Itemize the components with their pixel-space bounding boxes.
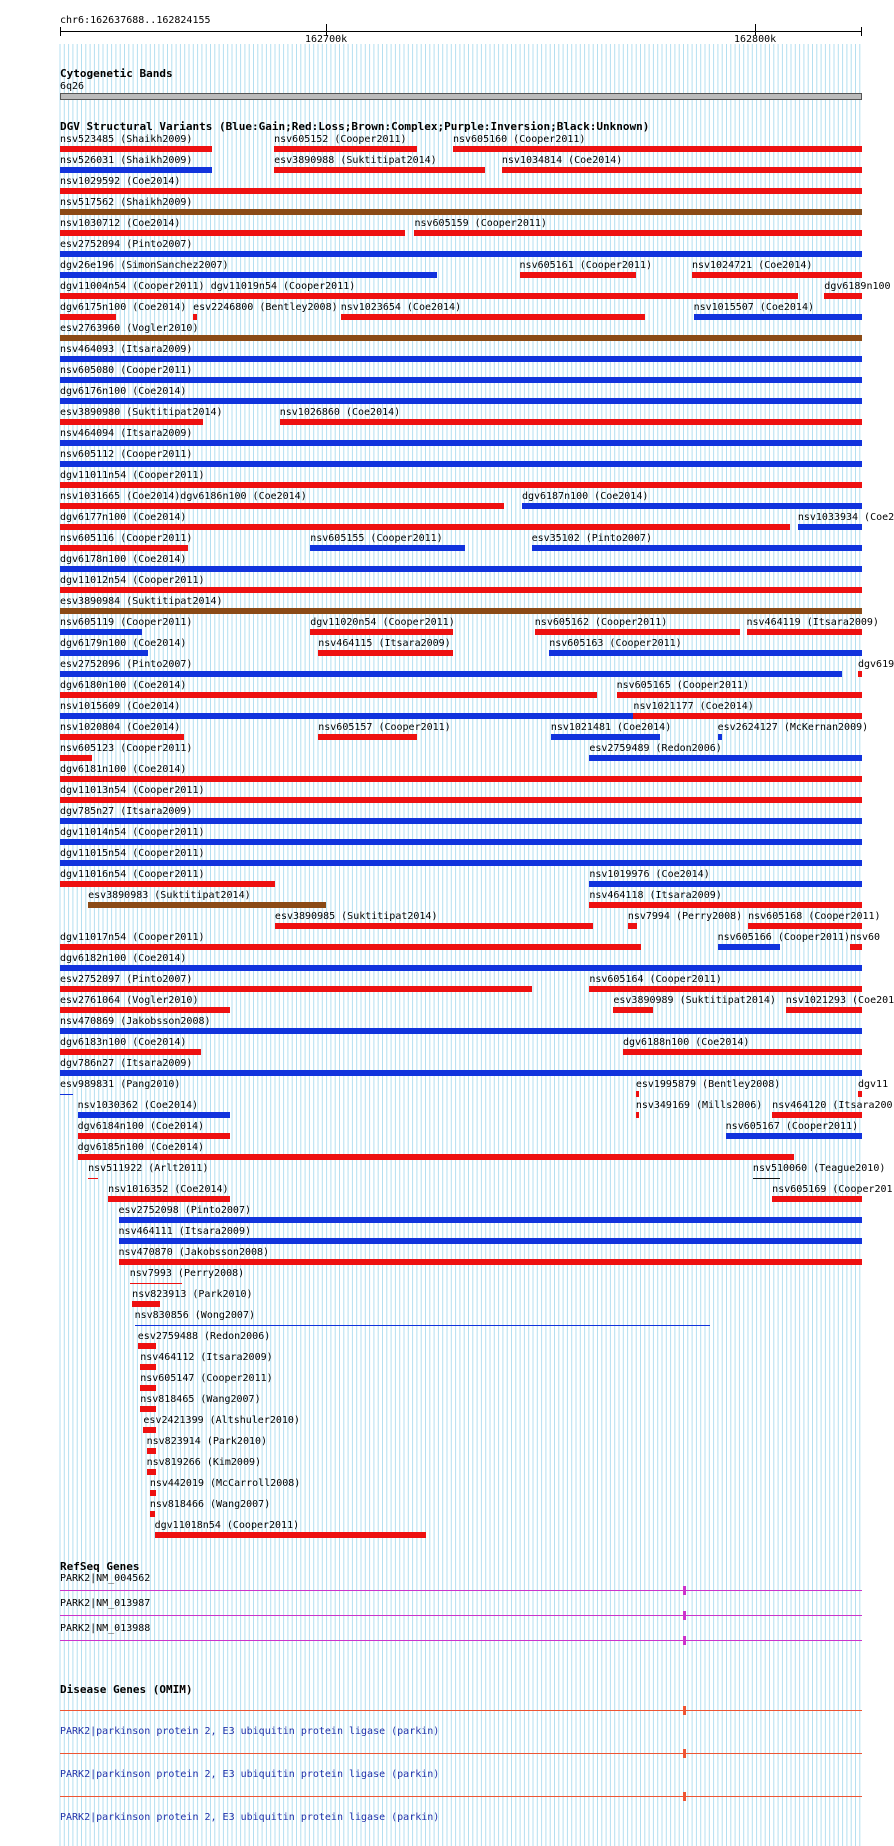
variant-bar[interactable] (274, 146, 417, 152)
variant-label[interactable]: dgv6186n100 (Coe2014) (180, 491, 307, 502)
variant-label[interactable]: nsv823913 (Park2010) (132, 1289, 253, 1300)
variant-bar[interactable] (60, 209, 862, 215)
variant-label[interactable]: nsv605162 (Cooper2011) (534, 617, 668, 628)
variant-bar[interactable] (60, 314, 116, 320)
variant-bar[interactable] (60, 818, 862, 824)
variant-bar[interactable] (60, 146, 212, 152)
variant-label[interactable]: esv3890980 (Suktitipat2014) (60, 407, 223, 418)
ruler-tick-label: 162700k (305, 34, 348, 45)
variant-label[interactable]: nsv517562 (Shaikh2009) (60, 197, 193, 208)
ruler-right-cap (861, 27, 862, 36)
variant-label[interactable]: nsv819266 (Kim2009) (146, 1457, 261, 1468)
variant-bar[interactable] (341, 314, 646, 320)
variant-bar[interactable] (623, 1049, 862, 1055)
variant-bar[interactable] (60, 797, 862, 803)
variant-label[interactable]: nsv470869 (Jakobsson2008) (60, 1016, 211, 1027)
variant-label[interactable]: dgv6176n100 (Coe2014) (60, 386, 187, 397)
variant-bar[interactable] (119, 1259, 862, 1265)
variant-label[interactable]: esv2246800 (Bentley2008) (193, 302, 338, 313)
variant-bar[interactable] (60, 608, 862, 614)
variant-bar[interactable] (60, 335, 862, 341)
variant-bar[interactable] (155, 1532, 426, 1538)
variant-label[interactable]: nsv605157 (Cooper2011) (318, 722, 451, 733)
variant-label[interactable]: nsv1030712 (Coe2014) (60, 218, 181, 229)
variant-bar[interactable] (786, 1007, 862, 1013)
variant-label[interactable]: nsv605112 (Cooper2011) (60, 449, 193, 460)
refseq-gene-intron-line[interactable] (60, 1640, 862, 1641)
variant-bar[interactable] (60, 293, 211, 299)
variant-label[interactable]: esv2761064 (Vogler2010) (60, 995, 199, 1006)
variant-label[interactable]: dgv11016n54 (Cooper2011) (60, 869, 205, 880)
variant-bar[interactable] (318, 734, 417, 740)
variant-label[interactable]: nsv1026860 (Coe2014) (279, 407, 401, 418)
variant-bar[interactable] (275, 923, 593, 929)
variant-bar[interactable] (589, 986, 862, 992)
variant-bar[interactable] (150, 1511, 155, 1517)
variant-label[interactable]: nsv1021481 (Coe2014) (550, 722, 672, 733)
refseq-track-title: RefSeq Genes (60, 1560, 140, 1573)
variant-label[interactable]: esv2421399 (Altshuler2010) (143, 1415, 300, 1426)
variant-label[interactable]: esv3890985 (Suktitipat2014) (274, 911, 438, 922)
variant-label[interactable]: nsv605147 (Cooper2011) (140, 1373, 273, 1384)
variant-bar[interactable] (60, 461, 862, 467)
omim-gene-exon[interactable] (683, 1792, 686, 1801)
variant-bar[interactable] (147, 1469, 157, 1475)
variant-label[interactable]: dgv6178n100 (Coe2014) (60, 554, 187, 565)
variant-label[interactable]: dgv11020n54 (Cooper2011) (310, 617, 455, 628)
variant-bar[interactable] (60, 587, 862, 593)
variant-label[interactable]: nsv526031 (Shaikh2009) (60, 155, 193, 166)
variant-label[interactable]: esv3890988 (Suktitipat2014) (274, 155, 437, 166)
variant-label[interactable]: esv2752098 (Pinto2007) (118, 1205, 251, 1216)
variant-bar[interactable] (60, 1007, 230, 1013)
variant-label[interactable]: nsv464093 (Itsara2009) (60, 344, 193, 355)
refseq-gene-exon[interactable] (683, 1611, 686, 1620)
variant-bar[interactable] (78, 1112, 230, 1118)
variant-bar[interactable] (60, 566, 862, 572)
variant-bar[interactable] (772, 1112, 862, 1118)
variant-label[interactable]: nsv818465 (Wang2007) (140, 1394, 261, 1405)
variant-label[interactable]: nsv605167 (Cooper2011) (725, 1121, 859, 1132)
variant-bar[interactable] (60, 1070, 862, 1076)
variant-label[interactable]: nsv511922 (Arlt2011) (88, 1163, 209, 1174)
cytoband-bar[interactable] (60, 93, 862, 100)
variant-bar[interactable] (60, 986, 532, 992)
ruler-axis-line (60, 31, 862, 32)
variant-bar[interactable] (772, 1196, 862, 1202)
variant-bar[interactable] (60, 860, 862, 866)
variant-label[interactable]: nsv818466 (Wang2007) (149, 1499, 271, 1510)
variant-label[interactable]: nsv349169 (Mills2006) (635, 1100, 763, 1111)
variant-label[interactable]: nsv605080 (Cooper2011) (60, 365, 193, 376)
variant-label[interactable]: nsv464118 (Itsara2009) (589, 890, 722, 901)
variant-bar[interactable] (613, 1007, 653, 1013)
variant-label[interactable]: nsv605152 (Cooper2011) (274, 134, 407, 145)
variant-label[interactable]: dgv6180n100 (Coe2014) (60, 680, 187, 691)
variant-label[interactable]: nsv1030362 (Coe2014) (77, 1100, 199, 1111)
omim-gene-exon[interactable] (683, 1706, 686, 1715)
refseq-gene-label[interactable]: PARK2|NM_004562 (60, 1573, 151, 1584)
variant-bar[interactable] (78, 1154, 794, 1160)
variant-label[interactable]: nsv60 (849, 932, 881, 943)
variant-bar[interactable] (60, 356, 862, 362)
variant-bar[interactable] (108, 1196, 230, 1202)
omim-gene-line[interactable] (60, 1753, 862, 1754)
variant-bar[interactable] (143, 1427, 156, 1433)
variant-bar[interactable] (138, 1343, 156, 1349)
variant-bar[interactable] (748, 923, 862, 929)
variant-bar[interactable] (60, 440, 862, 446)
variant-label[interactable]: dgv6183n100 (Coe2014) (60, 1037, 187, 1048)
variant-label[interactable]: nsv464111 (Itsara2009) (118, 1226, 251, 1237)
variant-label[interactable]: nsv7993 (Perry2008) (129, 1268, 245, 1279)
variant-label[interactable]: esv3890989 (Suktitipat2014) (613, 995, 776, 1006)
refseq-gene-intron-line[interactable] (60, 1590, 862, 1591)
variant-label[interactable]: dgv11017n54 (Cooper2011) (60, 932, 205, 943)
variant-bar[interactable] (140, 1406, 156, 1412)
variant-bar[interactable] (60, 650, 148, 656)
variant-label[interactable]: nsv830856 (Wong2007) (134, 1310, 255, 1321)
variant-bar[interactable] (551, 734, 660, 740)
variant-bar[interactable] (636, 1091, 639, 1097)
variant-label[interactable]: dgv6189n100 (824, 281, 891, 292)
variant-label[interactable]: dgv11015n54 (Cooper2011) (60, 848, 205, 859)
variant-label[interactable]: dgv11004n54 (Cooper2011) (60, 281, 205, 292)
cytogenetic-bands-title: Cytogenetic Bands (60, 67, 173, 80)
variant-bar[interactable] (193, 314, 197, 320)
variant-label[interactable]: dgv6187n100 (Coe2014) (521, 491, 649, 502)
variant-label[interactable]: nsv510060 (Teague2010) (752, 1163, 886, 1174)
ruler-tick-label: 162800k (734, 34, 777, 45)
variant-label[interactable]: dgv11018n54 (Cooper2011) (154, 1520, 300, 1531)
variant-label[interactable]: nsv1033934 (Coe2 (797, 512, 894, 523)
refseq-gene-intron-line[interactable] (60, 1615, 862, 1616)
variant-label[interactable]: dgv11019n54 (Cooper2011) (210, 281, 356, 292)
variant-label[interactable]: dgv786n27 (Itsara2009) (60, 1058, 193, 1069)
variant-bar[interactable] (747, 629, 862, 635)
omim-gene-link[interactable]: PARK2|parkinson protein 2, E3 ubiquitin protein ligase (parkin) (60, 1812, 440, 1823)
variant-label[interactable]: dgv11013n54 (Cooper2011) (60, 785, 205, 796)
variant-bar[interactable] (60, 734, 184, 740)
variant-bar[interactable] (532, 545, 862, 551)
variant-label[interactable]: dgv6179n100 (Coe2014) (60, 638, 187, 649)
omim-gene-line[interactable] (60, 1710, 862, 1711)
variant-label[interactable]: nsv464120 (Itsara200 (772, 1100, 893, 1111)
variant-label[interactable]: nsv464115 (Itsara2009) (318, 638, 451, 649)
variant-label[interactable]: nsv605169 (Cooper201 (772, 1184, 893, 1195)
variant-bar[interactable] (858, 671, 862, 677)
variant-bar[interactable] (60, 377, 862, 383)
variant-bar[interactable] (798, 524, 862, 530)
variant-bar[interactable] (692, 272, 862, 278)
variant-bar[interactable] (318, 650, 453, 656)
variant-bar[interactable] (414, 230, 862, 236)
variant-label[interactable]: nsv605123 (Cooper2011) (60, 743, 193, 754)
variant-label[interactable]: nsv605161 (Cooper2011) (519, 260, 652, 271)
variant-bar[interactable] (453, 146, 862, 152)
ruler-left-cap (60, 27, 61, 36)
variant-bar[interactable] (130, 1283, 182, 1284)
omim-gene-link[interactable]: PARK2|parkinson protein 2, E3 ubiquitin protein ligase (parkin) (60, 1769, 440, 1780)
variant-bar[interactable] (60, 944, 641, 950)
variant-bar[interactable] (60, 671, 842, 677)
variant-label[interactable]: nsv1034814 (Coe2014) (501, 155, 623, 166)
variant-label[interactable]: nsv1021177 (Coe2014) (633, 701, 754, 712)
variant-label[interactable]: nsv7994 (Perry2008) (627, 911, 743, 922)
variant-bar[interactable] (88, 902, 326, 908)
variant-label[interactable]: dgv619 (857, 659, 894, 670)
variant-label[interactable]: esv2759488 (Redon2006) (137, 1331, 271, 1342)
variant-bar[interactable] (522, 503, 862, 509)
variant-bar[interactable] (60, 1028, 862, 1034)
variant-label[interactable]: dgv26e196 (SimonSanchez2007) (60, 260, 229, 271)
variant-label[interactable]: esv2752094 (Pinto2007) (60, 239, 193, 250)
variant-label[interactable]: nsv1031665 (Coe2014) (60, 491, 181, 502)
variant-bar[interactable] (60, 272, 437, 278)
variant-label[interactable]: dgv6185n100 (Coe2014) (77, 1142, 205, 1153)
variant-bar[interactable] (274, 167, 485, 173)
variant-label[interactable]: nsv1021293 (Coe201 (785, 995, 894, 1006)
variant-label[interactable]: nsv605119 (Cooper2011) (60, 617, 193, 628)
variant-label[interactable]: nsv1029592 (Coe2014) (60, 176, 181, 187)
variant-bar[interactable] (589, 902, 862, 908)
variant-label[interactable]: dgv785n27 (Itsara2009) (60, 806, 193, 817)
variant-bar[interactable] (60, 545, 188, 551)
variant-label[interactable]: nsv823914 (Park2010) (146, 1436, 268, 1447)
omim-gene-line[interactable] (60, 1796, 862, 1797)
variant-bar[interactable] (88, 1178, 98, 1179)
variant-label[interactable]: dgv11 (857, 1079, 889, 1090)
variant-label[interactable]: esv3890983 (Suktitipat2014) (88, 890, 251, 901)
variant-label[interactable]: nsv605165 (Cooper2011) (616, 680, 750, 691)
variant-bar[interactable] (60, 713, 633, 719)
variant-bar[interactable] (60, 419, 203, 425)
variant-bar[interactable] (753, 1178, 780, 1179)
variant-label[interactable]: esv1995879 (Bentley2008) (635, 1079, 781, 1090)
variant-bar[interactable] (636, 1112, 639, 1118)
variant-bar[interactable] (718, 944, 781, 950)
variant-bar[interactable] (850, 944, 862, 950)
variant-bar[interactable] (132, 1301, 160, 1307)
variant-bar[interactable] (60, 503, 180, 509)
variant-bar[interactable] (60, 1049, 201, 1055)
variant-bar[interactable] (60, 755, 92, 761)
variant-bar[interactable] (726, 1133, 862, 1139)
variant-bar[interactable] (694, 314, 862, 320)
variant-label[interactable]: esv2624127 (McKernan2009) (717, 722, 869, 733)
variant-bar[interactable] (633, 713, 862, 719)
variant-bar[interactable] (60, 188, 862, 194)
variant-label[interactable]: nsv1020804 (Coe2014) (60, 722, 181, 733)
variant-label[interactable]: nsv605164 (Cooper2011) (589, 974, 722, 985)
variant-label[interactable]: dgv6181n100 (Coe2014) (60, 764, 187, 775)
variant-bar[interactable] (310, 629, 453, 635)
variant-label[interactable]: nsv605166 (Cooper2011) (717, 932, 851, 943)
refseq-gene-label[interactable]: PARK2|NM_013988 (60, 1623, 151, 1634)
variant-bar[interactable] (549, 650, 862, 656)
variant-bar[interactable] (60, 881, 275, 887)
variant-bar[interactable] (180, 503, 503, 509)
variant-label[interactable]: nsv605155 (Cooper2011) (310, 533, 443, 544)
variant-label[interactable]: dgv6175n100 (Coe2014) (60, 302, 187, 313)
ruler-coordinates: chr6:162637688..162824155 (60, 15, 211, 26)
refseq-gene-exon[interactable] (683, 1586, 686, 1595)
variant-label[interactable]: nsv1024721 (Coe2014) (691, 260, 813, 271)
variant-bar[interactable] (824, 293, 862, 299)
variant-bar[interactable] (147, 1448, 157, 1454)
variant-bar[interactable] (60, 839, 862, 845)
variant-label[interactable]: nsv464119 (Itsara2009) (746, 617, 879, 628)
variant-label[interactable]: dgv6177n100 (Coe2014) (60, 512, 187, 523)
variant-label[interactable]: esv3890984 (Suktitipat2014) (60, 596, 223, 607)
variant-bar[interactable] (520, 272, 636, 278)
variant-label[interactable]: nsv1019976 (Coe2014) (589, 869, 710, 880)
variant-bar[interactable] (617, 692, 862, 698)
variant-label[interactable]: nsv605116 (Cooper2011) (60, 533, 193, 544)
variant-label[interactable]: esv35102 (Pinto2007) (531, 533, 652, 544)
variant-label[interactable]: nsv605168 (Cooper2011) (748, 911, 881, 922)
variant-label[interactable]: nsv605159 (Cooper2011) (414, 218, 547, 229)
refseq-gene-exon[interactable] (683, 1636, 686, 1645)
variant-label[interactable]: nsv605160 (Cooper2011) (452, 134, 586, 145)
variant-label[interactable]: nsv1023654 (Coe2014) (340, 302, 462, 313)
variant-bar[interactable] (60, 524, 790, 530)
variant-bar[interactable] (502, 167, 862, 173)
refseq-gene-label[interactable]: PARK2|NM_013987 (60, 1598, 151, 1609)
variant-label[interactable]: dgv6182n100 (Coe2014) (60, 953, 187, 964)
omim-track-title: Disease Genes (OMIM) (60, 1683, 193, 1696)
variant-bar[interactable] (60, 251, 862, 257)
variant-bar[interactable] (280, 419, 862, 425)
omim-gene-link[interactable]: PARK2|parkinson protein 2, E3 ubiquitin protein ligase (parkin) (60, 1726, 440, 1737)
variant-label[interactable]: nsv464094 (Itsara2009) (60, 428, 193, 439)
variant-label[interactable]: nsv605163 (Cooper2011) (549, 638, 682, 649)
dgv-track-title: DGV Structural Variants (Blue:Gain;Red:Loss;Brown:Complex;Purple:Inversion;Black:Unknown) (60, 120, 650, 133)
variant-bar[interactable] (60, 167, 212, 173)
variant-label[interactable]: dgv6188n100 (Coe2014) (623, 1037, 750, 1048)
variant-bar[interactable] (60, 692, 597, 698)
variant-label[interactable]: nsv1015507 (Coe2014) (693, 302, 814, 313)
variant-label[interactable]: nsv442019 (McCarroll2008) (149, 1478, 301, 1489)
variant-label[interactable]: esv2752097 (Pinto2007) (60, 974, 193, 985)
variant-bar[interactable] (60, 230, 405, 236)
variant-bar[interactable] (60, 398, 862, 404)
variant-bar[interactable] (119, 1217, 862, 1223)
variant-bar[interactable] (60, 965, 862, 971)
variant-label[interactable]: dgv6184n100 (Coe2014) (77, 1121, 205, 1132)
cytoband-label: 6q26 (60, 81, 85, 92)
variant-bar[interactable] (589, 881, 862, 887)
variant-bar[interactable] (119, 1238, 862, 1244)
variant-bar[interactable] (78, 1133, 230, 1139)
variant-bar[interactable] (140, 1385, 156, 1391)
variant-label[interactable]: esv2752096 (Pinto2007) (60, 659, 193, 670)
variant-label[interactable]: nsv1015609 (Coe2014) (60, 701, 181, 712)
variant-bar[interactable] (211, 293, 798, 299)
variant-bar[interactable] (718, 734, 722, 740)
variant-label[interactable]: dgv11011n54 (Cooper2011) (60, 470, 205, 481)
variant-bar[interactable] (60, 1094, 73, 1095)
variant-label[interactable]: dgv11014n54 (Cooper2011) (60, 827, 205, 838)
omim-gene-exon[interactable] (683, 1749, 686, 1758)
variant-bar[interactable] (858, 1091, 862, 1097)
variant-bar[interactable] (60, 776, 862, 782)
variant-bar[interactable] (135, 1325, 710, 1326)
variant-bar[interactable] (60, 629, 142, 635)
variant-label[interactable]: esv989831 (Pang2010) (60, 1079, 181, 1090)
variant-bar[interactable] (150, 1490, 156, 1496)
variant-bar[interactable] (140, 1364, 156, 1370)
variant-label[interactable]: esv2759489 (Redon2006) (589, 743, 722, 754)
variant-bar[interactable] (60, 482, 862, 488)
variant-label[interactable]: esv2763960 (Vogler2010) (60, 323, 199, 334)
variant-bar[interactable] (310, 545, 465, 551)
variant-label[interactable]: nsv470870 (Jakobsson2008) (118, 1247, 270, 1258)
variant-label[interactable]: nsv464112 (Itsara2009) (140, 1352, 273, 1363)
variant-label[interactable]: nsv1016352 (Coe2014) (108, 1184, 229, 1195)
variant-bar[interactable] (589, 755, 862, 761)
variant-label[interactable]: dgv11012n54 (Cooper2011) (60, 575, 205, 586)
variant-bar[interactable] (535, 629, 740, 635)
variant-bar[interactable] (628, 923, 638, 929)
variant-label[interactable]: nsv523485 (Shaikh2009) (60, 134, 193, 145)
